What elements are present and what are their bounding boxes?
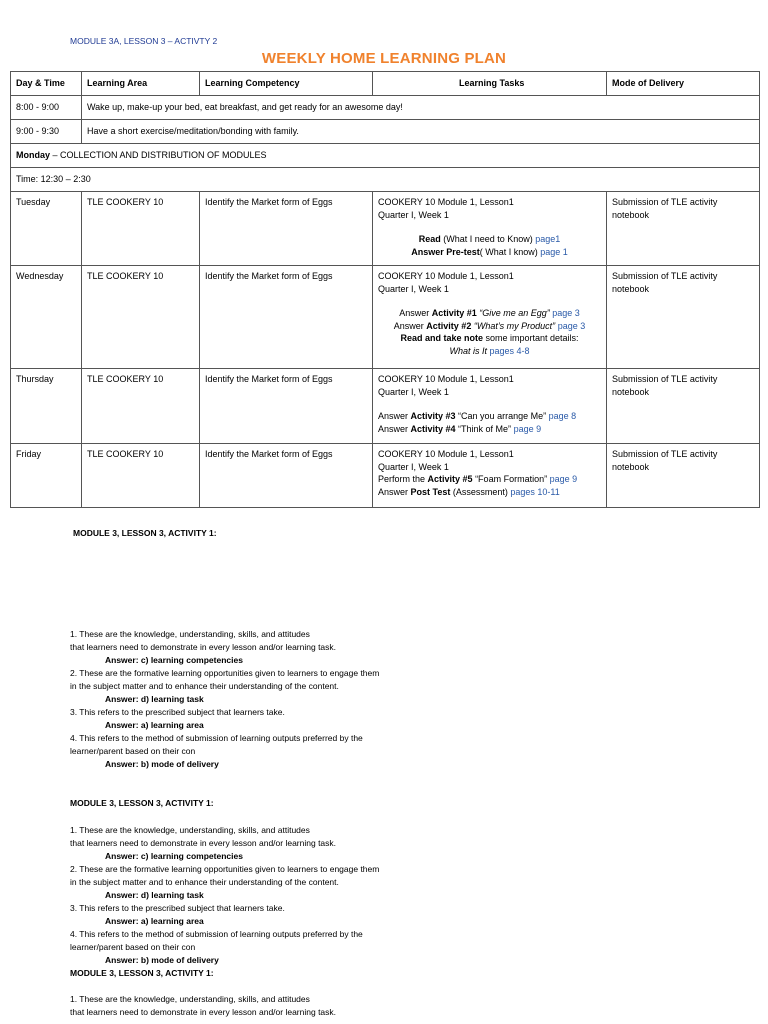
question-line: 4. This refers to the method of submission of learning outputs preferred by the <box>70 733 363 743</box>
question-line: 3. This refers to the prescribed subject that learners take. <box>70 707 285 717</box>
competency-cell: Identify the Market form of Eggs <box>200 266 373 369</box>
question-line: in the subject matter and to enhance their understanding of the content. <box>70 681 339 691</box>
day-cell: Tuesday <box>11 192 82 266</box>
task-module: COOKERY 10 Module 1, Lesson1 <box>378 449 514 459</box>
task-module: COOKERY 10 Module 1, Lesson1 <box>378 271 514 281</box>
tasks-cell <box>373 444 607 508</box>
table-row <box>11 168 760 192</box>
delivery-cell: Submission of TLE activity notebook <box>607 369 760 444</box>
task-title: “Give me an Egg” <box>476 308 550 318</box>
question-line: learner/parent based on their con <box>70 942 196 952</box>
answer-line: Answer: a) learning area <box>105 916 204 926</box>
task-line <box>378 246 601 259</box>
competency-cell: Identify the Market form of Eggs <box>200 369 373 444</box>
question-line: 4. This refers to the method of submission of learning outputs preferred by the <box>70 929 363 939</box>
task-title: “Foam Formation” <box>472 474 548 484</box>
task-module: COOKERY 10 Module 1, Lesson1 <box>378 197 514 207</box>
task-strong: Post Test <box>410 486 451 497</box>
competency-cell: Identify the Market form of Eggs <box>200 192 373 266</box>
col-header-mode-of-delivery: Mode of Delivery <box>607 72 760 96</box>
col-header-learning-tasks: Learning Tasks <box>373 72 607 96</box>
task-text: ( What I know) <box>479 246 541 257</box>
tasks-cell <box>373 266 607 369</box>
table-row <box>11 96 760 120</box>
delivery-cell: Submission of TLE activity notebook <box>607 192 760 266</box>
task-line <box>378 320 601 333</box>
task-quarter: Quarter I, Week 1 <box>378 283 449 294</box>
page-ref: page 1 <box>540 246 568 257</box>
task-quarter: Quarter I, Week 1 <box>378 386 449 397</box>
day-cell: Thursday <box>11 369 82 444</box>
monday-label: Monday <box>16 150 51 161</box>
qa-block <box>70 628 379 771</box>
task-strong: Activity #2 <box>426 320 472 331</box>
table-row <box>11 192 760 266</box>
task-module: COOKERY 10 Module 1, Lesson1 <box>378 374 514 384</box>
monday-row <box>11 144 760 168</box>
learning-area-cell: TLE COOKERY 10 <box>82 266 200 369</box>
page-ref: page 9 <box>511 423 542 434</box>
task-title: “Can you arrange Me” <box>455 411 547 421</box>
task-text: Answer <box>378 486 411 497</box>
qa-block <box>70 993 336 1019</box>
qa-block <box>70 824 379 980</box>
module-label: MODULE 3A, LESSON 3 – ACTIVTY 2 <box>70 36 218 46</box>
page-ref: page 3 <box>555 320 586 331</box>
task-text: Answer <box>378 411 411 421</box>
task-text: (What I need to Know) <box>440 234 536 244</box>
question-line: 2. These are the formative learning opportunities given to learners to engage them <box>70 864 380 874</box>
learning-plan-table <box>10 71 760 508</box>
col-header-day-time: Day & Time <box>11 72 82 96</box>
tasks-cell <box>373 369 607 444</box>
answer-line: Answer: b) mode of delivery <box>105 955 219 965</box>
day-cell: Wednesday <box>11 266 82 369</box>
activity-heading: MODULE 3, LESSON 3, ACTIVITY 1: <box>70 798 214 808</box>
task-line <box>378 345 601 358</box>
question-line: 1. These are the knowledge, understanding, skills, and attitudes <box>70 825 310 835</box>
table-row <box>11 444 760 508</box>
task-title: “Think of Me” <box>455 423 512 434</box>
task-line <box>378 486 601 499</box>
task-title: “What’s my Product” <box>471 320 556 331</box>
table-header-row <box>11 72 760 96</box>
table-row <box>11 369 760 444</box>
task-text: Perform the <box>378 474 428 484</box>
page-ref: page 3 <box>549 308 580 318</box>
learning-area-cell: TLE COOKERY 10 <box>82 192 200 266</box>
page-ref: pages 10-11 <box>510 486 560 497</box>
task-line <box>378 473 601 486</box>
row-activity: Have a short exercise/meditation/bonding with family. <box>82 120 760 144</box>
answer-line: Answer: b) mode of delivery <box>105 759 219 769</box>
task-strong: Activity #5 <box>427 474 473 484</box>
question-line: in the subject matter and to enhance their understanding of the content. <box>70 877 339 887</box>
task-text: Answer <box>399 308 432 318</box>
task-strong: Read and take note <box>400 333 483 343</box>
page-ref: pages 4-8 <box>486 345 530 356</box>
task-strong: Activity #4 <box>410 423 456 434</box>
question-line: 3. This refers to the prescribed subject that learners take. <box>70 903 285 913</box>
monday-text: – COLLECTION AND DISTRIBUTION OF MODULES <box>50 150 267 161</box>
row-time: 8:00 - 9:00 <box>11 96 82 120</box>
task-line <box>378 233 601 246</box>
activity-heading: MODULE 3, LESSON 3, ACTIVITY 1: <box>73 528 217 538</box>
question-line: that learners need to demonstrate in every lesson and/or learning task. <box>70 642 337 652</box>
task-strong: Read <box>418 234 441 244</box>
table-row <box>11 144 760 168</box>
document-title: WEEKLY HOME LEARNING PLAN <box>261 50 507 67</box>
task-line <box>378 423 601 436</box>
competency-cell: Identify the Market form of Eggs <box>200 444 373 508</box>
day-cell: Friday <box>11 444 82 508</box>
task-line <box>378 307 601 320</box>
answer-line: Answer: a) learning area <box>105 720 204 730</box>
row-time: 9:00 - 9:30 <box>11 120 82 144</box>
task-quarter: Quarter I, Week 1 <box>378 461 449 472</box>
page-ref: page 8 <box>546 411 577 421</box>
col-header-learning-area: Learning Area <box>82 72 200 96</box>
task-text: (Assessment) <box>450 486 511 497</box>
delivery-cell: Submission of TLE activity notebook <box>607 266 760 369</box>
task-line <box>378 410 601 423</box>
answer-line: Answer: d) learning task <box>105 694 204 704</box>
task-strong: Activity #3 <box>410 411 456 421</box>
answer-line: Answer: c) learning competencies <box>105 851 243 861</box>
task-text: Answer <box>378 423 411 434</box>
answer-line: Answer: d) learning task <box>105 890 204 900</box>
page-ref: page1 <box>535 234 561 244</box>
question-line: that learners need to demonstrate in every lesson and/or learning task. <box>70 838 337 848</box>
task-strong: Answer Pre-test <box>411 246 480 257</box>
delivery-cell: Submission of TLE activity notebook <box>607 444 760 508</box>
table-row <box>11 120 760 144</box>
question-line: 1. These are the knowledge, understanding, skills, and attitudes <box>70 994 310 1004</box>
task-strong: Activity #1 <box>431 308 477 318</box>
question-line: 2. These are the formative learning opportunities given to learners to engage them <box>70 668 380 678</box>
col-header-learning-competency: Learning Competency <box>200 72 373 96</box>
question-line: that learners need to demonstrate in every lesson and/or learning task. <box>70 1007 337 1017</box>
row-activity: Wake up, make-up your bed, eat breakfast, and get ready for an awesome day! <box>82 96 760 120</box>
question-line: 1. These are the knowledge, understanding, skills, and attitudes <box>70 629 310 639</box>
task-quarter: Quarter I, Week 1 <box>378 209 449 220</box>
learning-area-cell: TLE COOKERY 10 <box>82 369 200 444</box>
task-text: Answer <box>393 320 427 331</box>
task-text: some important details: <box>482 333 579 343</box>
learning-area-cell: TLE COOKERY 10 <box>82 444 200 508</box>
time-row: Time: 12:30 – 2:30 <box>11 168 760 192</box>
task-line <box>378 332 601 345</box>
answer-line: Answer: c) learning competencies <box>105 655 243 665</box>
question-line: learner/parent based on their con <box>70 746 196 756</box>
page-ref: page 9 <box>547 474 578 484</box>
table-row <box>11 266 760 369</box>
task-title: What is It <box>449 345 487 356</box>
activity-heading: MODULE 3, LESSON 3, ACTIVITY 1: <box>70 968 214 978</box>
tasks-cell <box>373 192 607 266</box>
